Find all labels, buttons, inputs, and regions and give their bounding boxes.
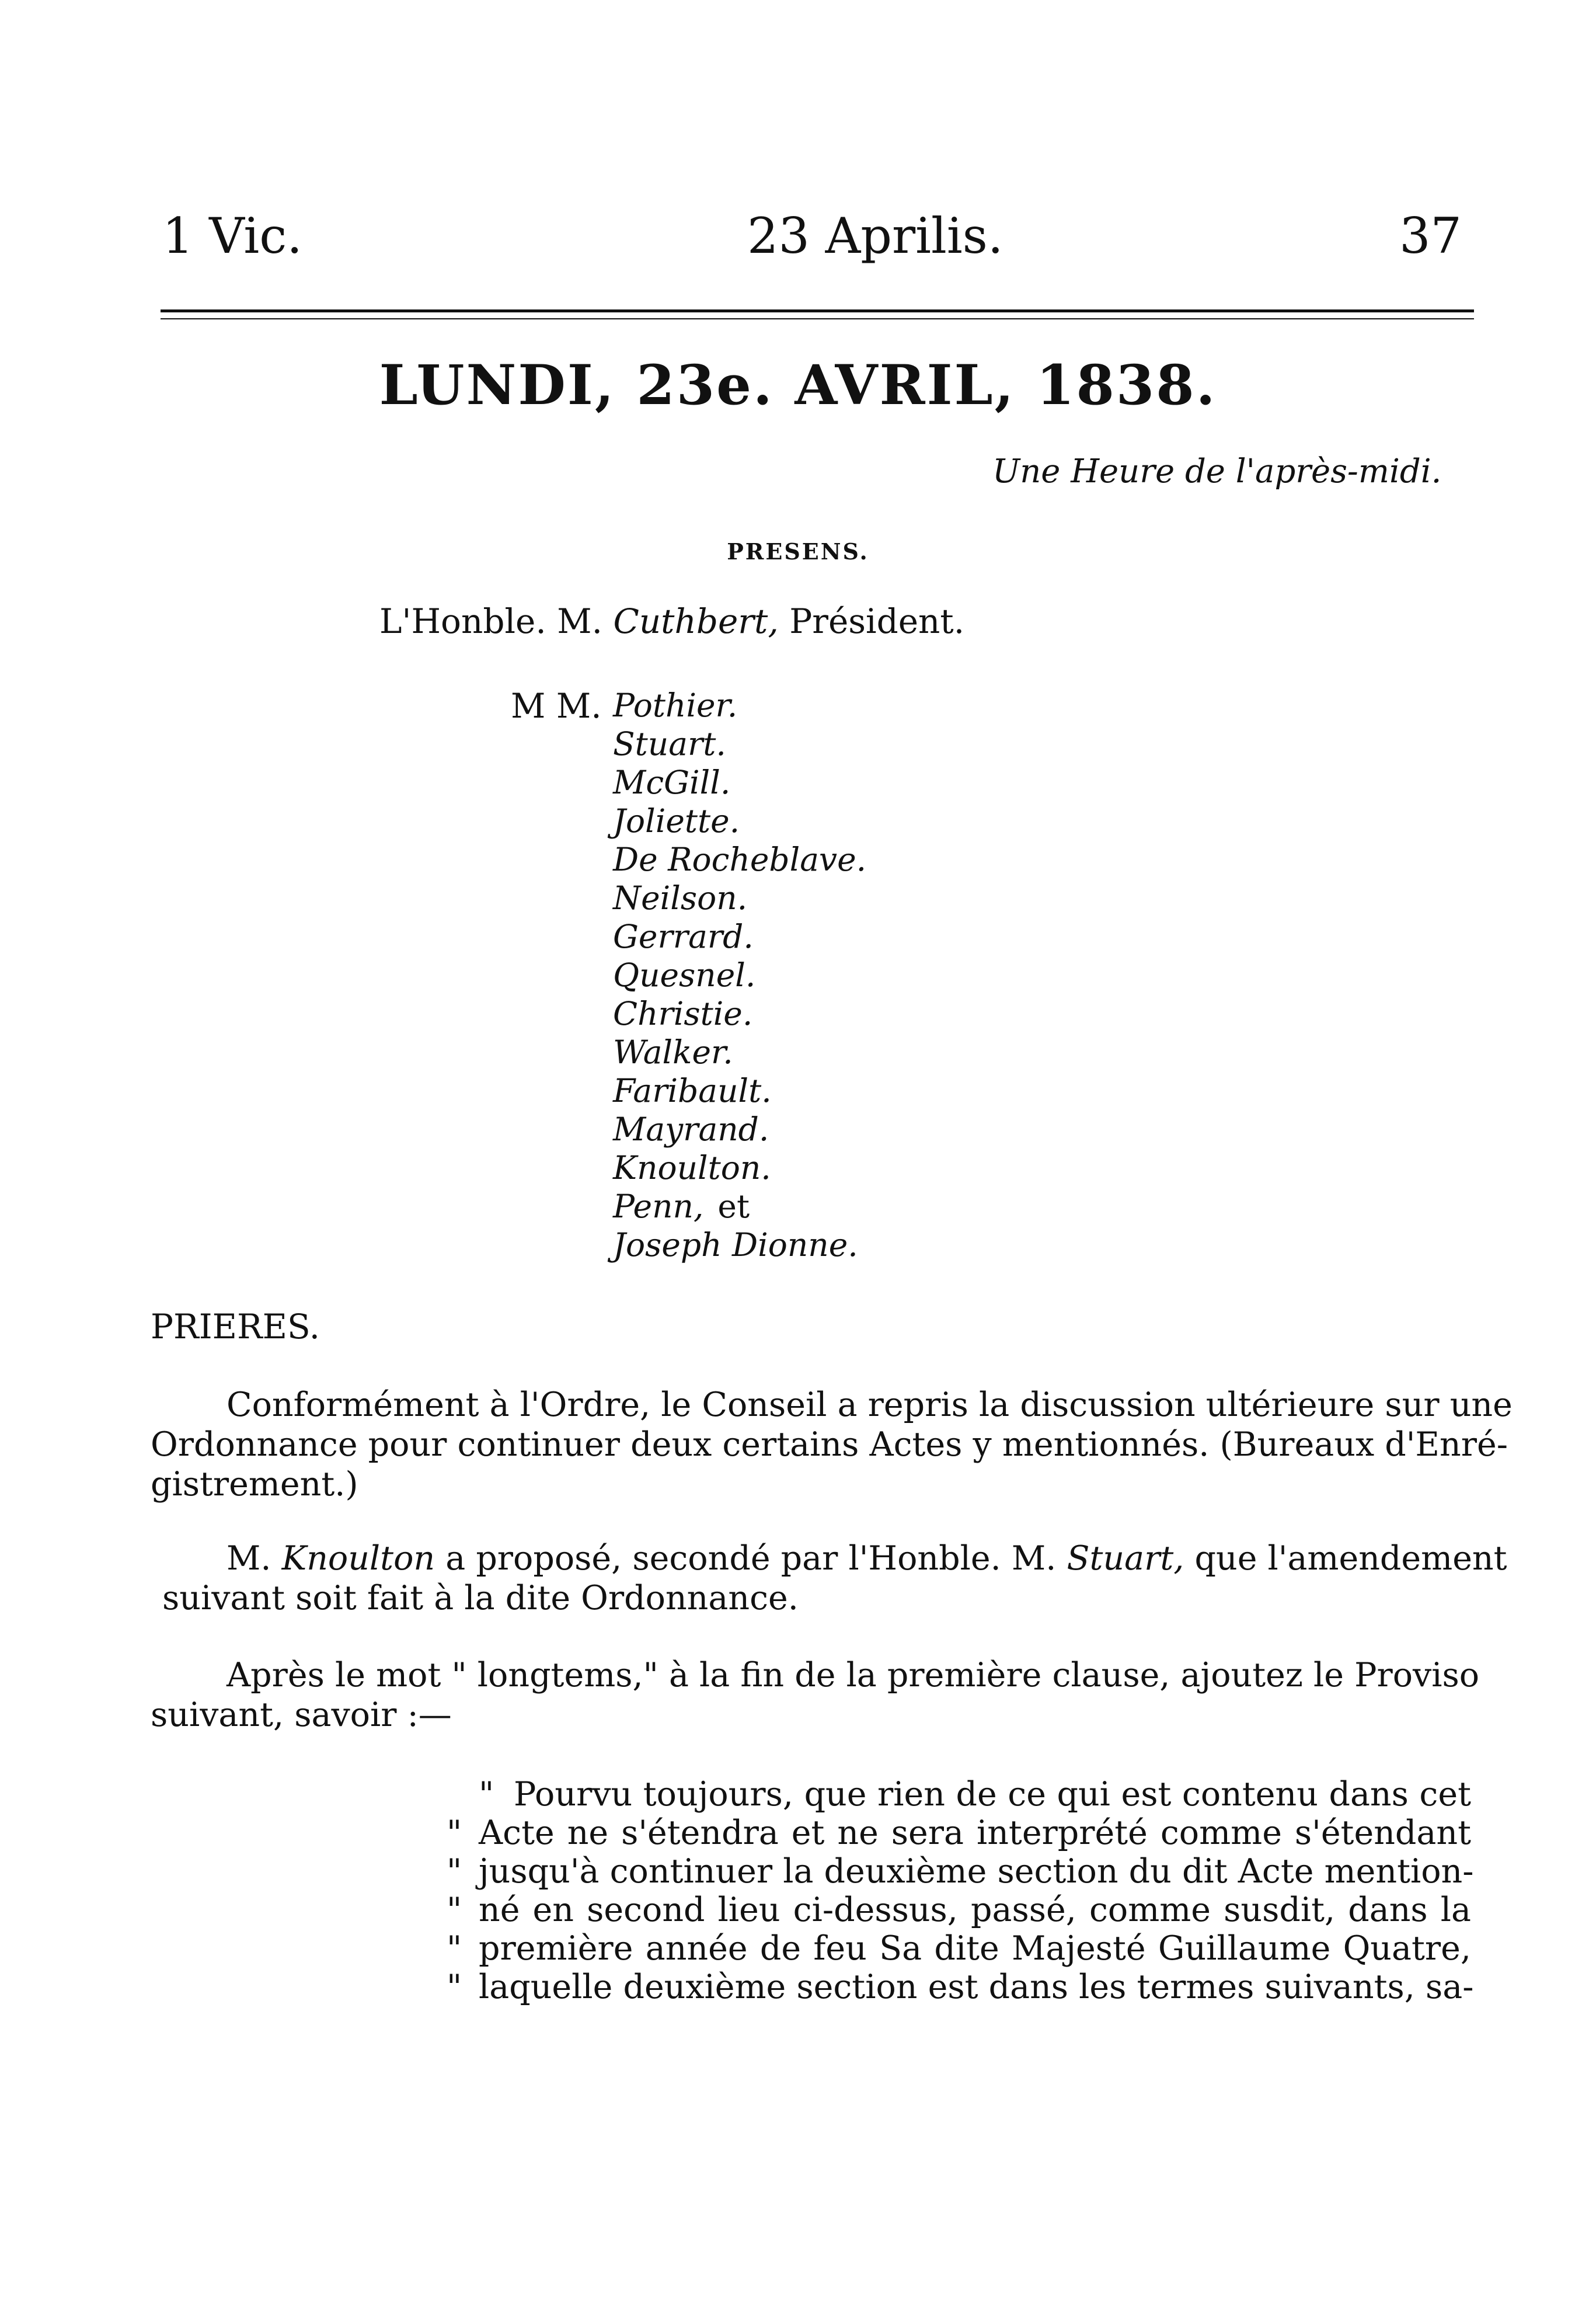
member-name: Stuart. — [613, 725, 726, 763]
member-name: Joseph Dionne. — [613, 1226, 858, 1264]
header-rule-thin — [161, 318, 1474, 319]
quote-line — [479, 1775, 1471, 1814]
president-prefix: L'Honble. M. — [379, 601, 603, 641]
paragraph-line: suivant, savoir :— — [151, 1696, 452, 1734]
members-conjunction: et — [717, 1188, 750, 1225]
member-name: Neilson. — [613, 879, 748, 917]
quote-line — [447, 1891, 1471, 1929]
member-name: McGill. — [613, 764, 731, 801]
quoted-proviso — [447, 1775, 1474, 2006]
paragraph-line: gistrement.) — [151, 1465, 358, 1504]
member-name: Gerrard. — [613, 918, 754, 955]
members-list — [613, 686, 866, 1264]
quote-text: laquelle deuxième section est dans les termes suivants, sa- — [479, 1968, 1474, 2006]
session-date-heading: LUNDI, 23e. AVRIL, 1838. — [379, 353, 1217, 417]
quote-mark: " — [447, 1852, 462, 1891]
member-name: Knoulton. — [613, 1149, 771, 1186]
presens-label: PRESENS. — [727, 538, 869, 565]
president-line — [379, 601, 964, 641]
member-name: Joliette. — [613, 802, 740, 840]
paragraph-line: Après le mot " longtems," à la fin de la première clause, ajoutez le Proviso — [226, 1656, 1480, 1694]
quote-text: né en second lieu ci-dessus, passé, comme susdit, dans la — [479, 1891, 1471, 1929]
paragraph-order-of-day — [151, 1385, 1513, 1504]
header-rule-thick — [161, 309, 1474, 312]
quote-mark: " — [447, 1814, 462, 1852]
quote-text: Acte ne s'étendra et ne sera interprété comme s'étendant — [479, 1814, 1471, 1852]
member-name: Quesnel. — [613, 956, 756, 994]
member-name: Penn, — [613, 1188, 704, 1225]
member-name: Mayrand. — [613, 1111, 769, 1148]
quote-mark: " — [479, 1775, 494, 1814]
member-name: Pothier. — [613, 687, 738, 724]
session-time: Une Heure de l'après-midi. — [992, 453, 1442, 490]
paragraph-line: suivant soit fait à la dite Ordonnance. — [162, 1579, 799, 1617]
paragraph-line: Conformément à l'Ordre, le Conseil a repris la discussion ultérieure sur une — [226, 1386, 1513, 1424]
paragraph-amendment — [151, 1655, 1480, 1735]
member-name: Faribault. — [613, 1072, 772, 1109]
quote-text: Pourvu toujours, que rien de ce qui est contenu dans cet — [514, 1775, 1471, 1814]
quote-mark: " — [447, 1891, 462, 1929]
mover-name: Knoulton — [281, 1539, 435, 1578]
quote-line — [447, 1929, 1471, 1968]
quote-mark: " — [447, 1968, 462, 2006]
seconder-name: Stuart, — [1067, 1539, 1184, 1578]
running-head-left: 1 Vic. — [162, 207, 302, 265]
member-name: De Rocheblave. — [613, 841, 867, 878]
member-name: Christie. — [613, 995, 753, 1032]
paragraph-line: Ordonnance pour continuer deux certains Actes y mentionnés. (Bureaux d'Enré- — [151, 1425, 1508, 1464]
quote-text: jusqu'à continuer la deuxième section du dit Acte mention- — [479, 1852, 1474, 1891]
quote-line — [447, 1968, 1474, 2006]
running-head-date: 23 Aprilis. — [747, 207, 1003, 265]
prieres-heading: PRIERES. — [151, 1307, 320, 1346]
quote-line — [447, 1814, 1471, 1852]
quote-text: première année de feu Sa dite Majesté Guillaume Quatre, — [479, 1929, 1471, 1968]
president-title: Président. — [789, 601, 965, 641]
paragraph-motion — [151, 1539, 1507, 1618]
motion-text: a proposé, secondé par l'Honble. M. — [445, 1539, 1057, 1578]
paragraph-line — [151, 1539, 1507, 1578]
members-label: M M. — [511, 686, 602, 726]
president-name: Cuthbert, — [613, 601, 779, 641]
quote-mark: " — [447, 1929, 462, 1968]
motion-text-end: que l'amendement — [1194, 1539, 1507, 1578]
page-number: 37 — [1399, 207, 1462, 265]
motion-m: M. — [226, 1539, 271, 1578]
member-name: Walker. — [613, 1034, 733, 1071]
quote-line — [447, 1852, 1474, 1891]
member-name-with-conjunction — [613, 1187, 866, 1226]
